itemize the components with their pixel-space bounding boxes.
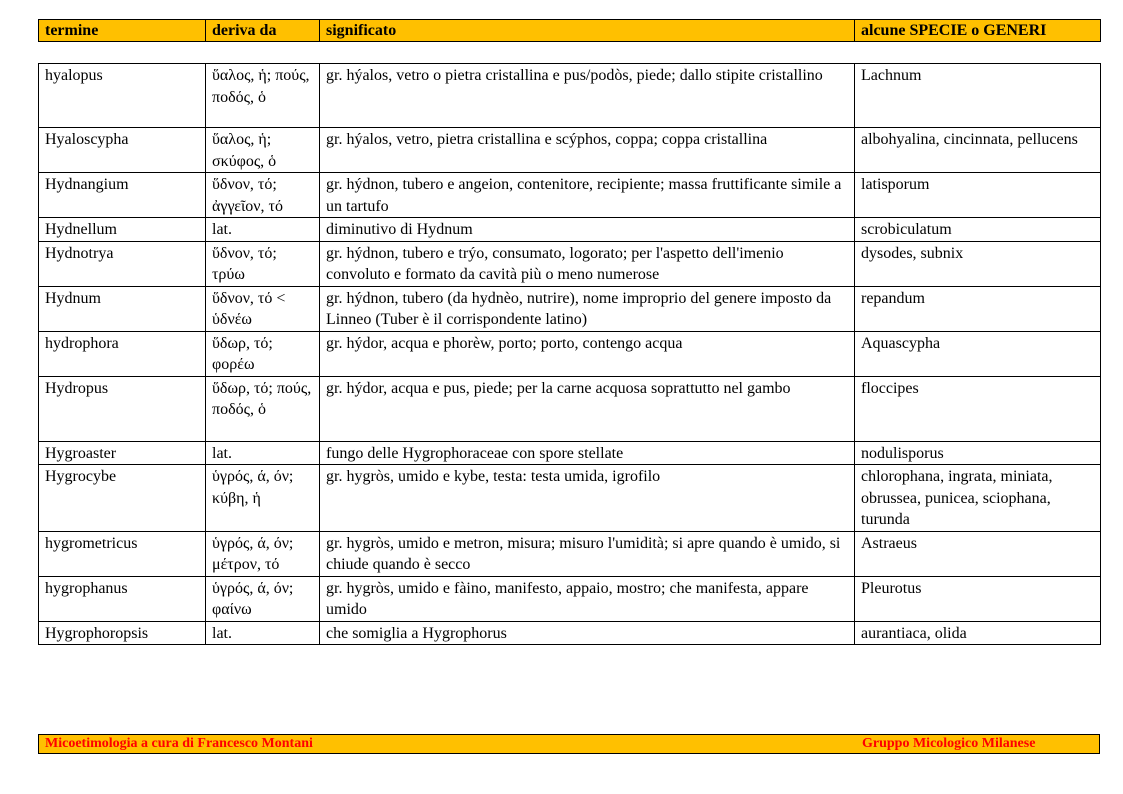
cell-termine: Hyaloscypha [39, 128, 206, 173]
cell-deriva-da: ὑγρός, ά, όν; κύβη, ἡ [206, 465, 320, 532]
cell-specie: Lachnum [855, 64, 1101, 128]
cell-specie: dysodes, subnix [855, 241, 1101, 286]
cell-deriva-da: ὕδνον, τό < ὑδνέω [206, 286, 320, 331]
cell-significato: gr. hygròs, umido e kybe, testa: testa umida, igrofilo [320, 465, 855, 532]
header-row [39, 20, 1101, 42]
cell-termine: Hydnum [39, 286, 206, 331]
cell-significato: gr. hýdor, acqua e pus, piede; per la carne acquosa soprattutto nel gambo [320, 376, 855, 441]
header-deriva-da: deriva da [206, 20, 320, 42]
cell-specie: aurantiaca, olida [855, 621, 1101, 645]
cell-deriva-da: lat. [206, 621, 320, 645]
cell-deriva-da: ὕδωρ, τό; πούς, ποδός, ὁ [206, 376, 320, 441]
table-row [39, 128, 1101, 173]
table-row [39, 465, 1101, 532]
table-row [39, 331, 1101, 376]
cell-deriva-da: lat. [206, 218, 320, 242]
header-termine: termine [39, 20, 206, 42]
cell-termine: Hygrocybe [39, 465, 206, 532]
cell-specie: albohyalina, cincinnata, pellucens [855, 128, 1101, 173]
table-row [39, 376, 1101, 441]
header-significato: significato [320, 20, 855, 42]
table-row [39, 173, 1101, 218]
cell-significato: gr. hýdnon, tubero (da hydnèo, nutrire), nome improprio del genere imposto da Linneo (Tuber è il corrispondente latino) [320, 286, 855, 331]
cell-specie: repandum [855, 286, 1101, 331]
cell-specie: Astraeus [855, 531, 1101, 576]
cell-specie: chlorophana, ingrata, miniata, obrussea, punicea, sciophana, turunda [855, 465, 1101, 532]
footer-author: Micoetimologia a cura di Francesco Montani [45, 736, 313, 751]
table-row [39, 621, 1101, 645]
cell-termine: Hygroaster [39, 441, 206, 465]
page-footer [38, 734, 1100, 754]
cell-deriva-da: ὑγρός, ά, όν; φαίνω [206, 576, 320, 621]
cell-deriva-da: ὕδνον, τό; τρύω [206, 241, 320, 286]
cell-specie: scrobiculatum [855, 218, 1101, 242]
header-specie-generi: alcune SPECIE o GENERI [855, 20, 1101, 42]
table-row [39, 218, 1101, 242]
table-row [39, 64, 1101, 128]
cell-significato: gr. hygròs, umido e fàino, manifesto, appaio, mostro; che manifesta, appare umido [320, 576, 855, 621]
cell-termine: Hydnellum [39, 218, 206, 242]
cell-significato: fungo delle Hygrophoraceae con spore stellate [320, 441, 855, 465]
cell-termine: Hydnotrya [39, 241, 206, 286]
cell-significato: gr. hýalos, vetro, pietra cristallina e scýphos, coppa; coppa cristallina [320, 128, 855, 173]
table-row [39, 576, 1101, 621]
cell-deriva-da: ὕδωρ, τό; φορέω [206, 331, 320, 376]
cell-termine: Hygrophoropsis [39, 621, 206, 645]
table-row [39, 441, 1101, 465]
cell-deriva-da: lat. [206, 441, 320, 465]
cell-specie: latisporum [855, 173, 1101, 218]
cell-deriva-da: ὕδνον, τό; ἀγγεῖον, τό [206, 173, 320, 218]
table-row [39, 241, 1101, 286]
cell-termine: hygrometricus [39, 531, 206, 576]
table-row [39, 286, 1101, 331]
cell-significato: gr. hýdnon, tubero e angeion, contenitore, recipiente; massa fruttificante simile a un tartufo [320, 173, 855, 218]
cell-termine: hygrophanus [39, 576, 206, 621]
cell-specie: nodulisporus [855, 441, 1101, 465]
cell-significato: gr. hýdor, acqua e phorèw, porto; porto, contengo acqua [320, 331, 855, 376]
cell-specie: Aquascypha [855, 331, 1101, 376]
cell-deriva-da: ὕαλος, ἡ; πούς, ποδός, ὁ [206, 64, 320, 128]
cell-specie: floccipes [855, 376, 1101, 441]
cell-significato: che somiglia a Hygrophorus [320, 621, 855, 645]
etymology-table-body [39, 64, 1101, 645]
cell-specie: Pleurotus [855, 576, 1101, 621]
etymology-table [38, 63, 1101, 645]
footer-organization: Gruppo Micologico Milanese [862, 736, 1036, 751]
column-header-table [38, 19, 1101, 42]
cell-significato: gr. hýalos, vetro o pietra cristallina e pus/podòs, piede; dallo stipite cristallino [320, 64, 855, 128]
cell-significato: gr. hygròs, umido e metron, misura; misuro l'umidità; si apre quando è umido, si chiude quando è secco [320, 531, 855, 576]
table-row [39, 531, 1101, 576]
cell-deriva-da: ὑγρός, ά, όν; μέτρον, τό [206, 531, 320, 576]
cell-significato: gr. hýdnon, tubero e trýo, consumato, logorato; per l'aspetto dell'imenio convoluto e formato da cavità più o meno numerose [320, 241, 855, 286]
cell-deriva-da: ὕαλος, ἡ; σκύφος, ὁ [206, 128, 320, 173]
cell-termine: Hydropus [39, 376, 206, 441]
cell-termine: hyalopus [39, 64, 206, 128]
cell-termine: hydrophora [39, 331, 206, 376]
cell-significato: diminutivo di Hydnum [320, 218, 855, 242]
cell-termine: Hydnangium [39, 173, 206, 218]
